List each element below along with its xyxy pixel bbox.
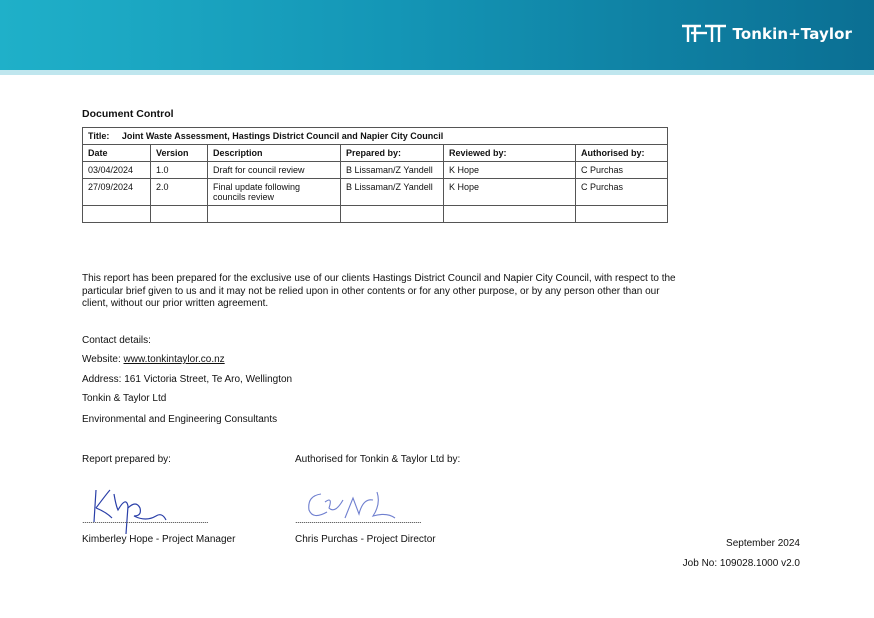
disclaimer-paragraph: This report has been prepared for the exclusive use of our clients Hastings District Council and Napier City Council, with respect to the particular brief given to us and it may not be relied upon in other contents or for any other purpose, or by any person other than our client, without our prior written agreement. [82, 273, 676, 309]
header-divider [0, 70, 874, 75]
cell-prepared-by: B Lissaman/Z Yandell [341, 162, 444, 179]
company-logo [681, 24, 852, 44]
cell-empty [208, 206, 341, 223]
table-title-row [83, 128, 668, 145]
table-row-empty [83, 206, 668, 223]
company-tagline: Environmental and Engineering Consultants [82, 414, 278, 425]
cell-reviewed-by: K Hope [444, 179, 576, 206]
website-line [82, 354, 225, 365]
column-header-version: Version [151, 145, 208, 162]
website-label: Website: [82, 354, 124, 365]
cell-authorised-by: C Purchas [576, 179, 668, 206]
website-link[interactable]: www.tonkintaylor.co.nz [123, 354, 225, 365]
report-date: September 2024 [726, 538, 800, 549]
title-cell [83, 128, 668, 145]
table-row [83, 179, 668, 206]
column-header-authorised-by: Authorised by: [576, 145, 668, 162]
cell-empty [151, 206, 208, 223]
cell-empty [341, 206, 444, 223]
company-name: Tonkin & Taylor Ltd [82, 393, 167, 404]
cell-version: 2.0 [151, 179, 208, 206]
cell-reviewed-by: K Hope [444, 162, 576, 179]
column-header-reviewed-by: Reviewed by: [444, 145, 576, 162]
cell-date: 03/04/2024 [83, 162, 151, 179]
report-prepared-label: Report prepared by: [82, 454, 171, 465]
signatory-right-name: Chris Purchas - Project Director [295, 534, 436, 545]
cell-empty [444, 206, 576, 223]
title-value: Joint Waste Assessment, Hastings District Council and Napier City Council [121, 131, 444, 141]
signature-line-right: ............................................................... [295, 515, 422, 525]
cell-description: Final update following councils review [208, 179, 341, 206]
column-header-date: Date [83, 145, 151, 162]
table-header-row [83, 145, 668, 162]
cell-version: 1.0 [151, 162, 208, 179]
column-header-description: Description [208, 145, 341, 162]
kimberley-hope-signature [86, 486, 176, 536]
signatory-left-name: Kimberley Hope - Project Manager [82, 534, 236, 545]
contact-heading: Contact details: [82, 335, 151, 346]
document-control-heading: Document Control [82, 108, 174, 120]
cell-empty [576, 206, 668, 223]
logo-text: Tonkin+Taylor [732, 25, 852, 43]
tt-logo-icon [681, 24, 727, 44]
address-line: Address: 161 Victoria Street, Te Aro, Wellington [82, 374, 293, 385]
cell-description: Draft for council review [208, 162, 341, 179]
cell-prepared-by: B Lissaman/Z Yandell [341, 179, 444, 206]
signature-line-left: ............................................................... [82, 515, 209, 525]
table-row [83, 162, 668, 179]
authorised-label: Authorised for Tonkin & Taylor Ltd by: [295, 454, 461, 465]
title-label: Title: [88, 131, 110, 141]
cell-authorised-by: C Purchas [576, 162, 668, 179]
cell-empty [83, 206, 151, 223]
cell-date: 27/09/2024 [83, 179, 151, 206]
page-header-banner [0, 0, 874, 70]
document-control-table [82, 127, 668, 223]
column-header-prepared-by: Prepared by: [341, 145, 444, 162]
job-number: Job No: 109028.1000 v2.0 [682, 558, 800, 569]
